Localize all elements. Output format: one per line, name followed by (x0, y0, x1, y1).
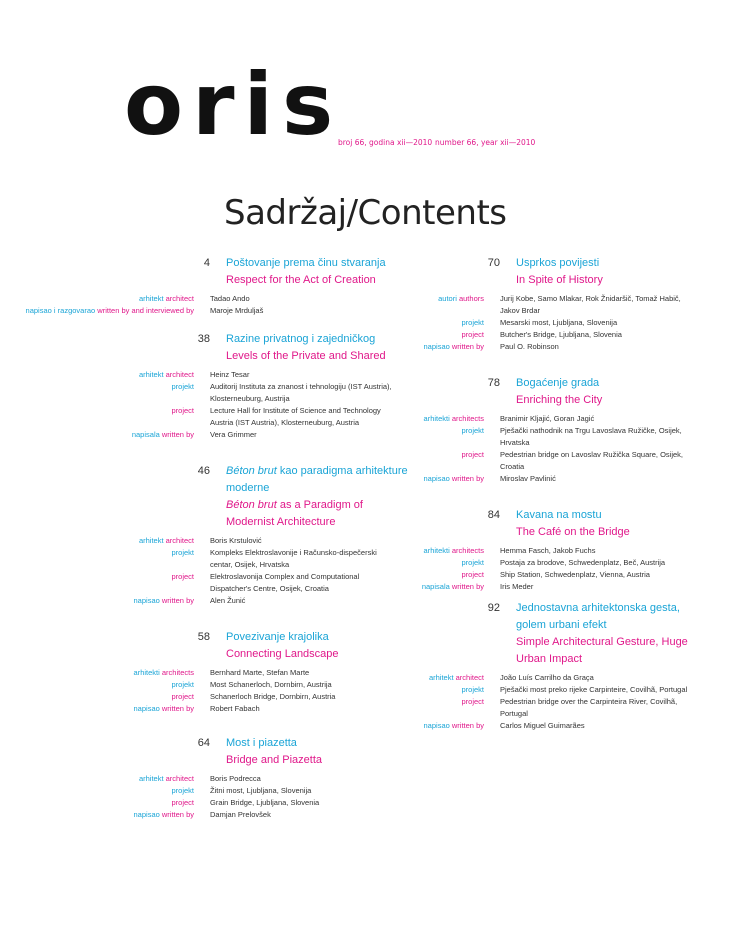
credit-value: Branimir Kljajić, Goran Jagić (500, 414, 595, 423)
credit-label-en: project (461, 450, 484, 459)
credit-label-en: project (461, 697, 484, 706)
credit-label-hr: napisao (133, 810, 160, 819)
entry-title-hr[interactable]: Most i piazetta (226, 737, 297, 749)
credit-row (0, 684, 708, 696)
credit-label-en: project (461, 570, 484, 579)
entry-header (0, 735, 414, 769)
issue-info-en: number 66, year xii—2010 (435, 138, 536, 147)
credit-value: Postaja za brodove, Schwedenplatz, Beč, Austrija (500, 558, 666, 567)
entry-title-en[interactable]: Simple Architectural Gesture, Huge Urban Impact (516, 636, 688, 665)
toc-entry[interactable] (0, 507, 708, 593)
credit-row (0, 341, 708, 353)
entry-titles (516, 600, 708, 668)
credit-row (0, 809, 414, 821)
credit-label-hr: projekt (171, 680, 194, 689)
page-number: 4 (203, 257, 210, 269)
credit-label-hr: projekt (171, 786, 194, 795)
entry-header (0, 255, 708, 289)
credit-value: Miroslav Pavlinić (500, 474, 556, 483)
entry-title-hr[interactable]: Béton brut kao paradigma arhitekture moderne (226, 465, 408, 494)
credit-row (0, 797, 414, 809)
credit-label-en: architect (165, 370, 194, 379)
entry-title-hr[interactable]: Kavana na mostu (516, 509, 602, 521)
credit-label (0, 569, 500, 581)
credit-label-en: project (171, 798, 194, 807)
credit-label-en: architects (451, 414, 484, 423)
credit-label (0, 581, 500, 593)
credit-label-hr: projekt (461, 685, 484, 694)
credit-label (0, 545, 500, 557)
credit-value: Most Schanerloch, Dornbirn, Austrija (210, 680, 332, 689)
italic-term: Béton brut (226, 465, 277, 477)
credit-value: Pješački nathodnik na Trgu Lavoslava Ružičke, Osijek, Hrvatska (500, 426, 682, 447)
credit-label (0, 341, 500, 353)
credit-label-en: written by (451, 721, 484, 730)
credit-label-en: architect (165, 774, 194, 783)
page-number: 78 (487, 377, 500, 389)
credit-label-en: written by (161, 430, 194, 439)
credit-label-hr: napisao (423, 474, 450, 483)
credit-label-hr: projekt (461, 318, 484, 327)
credit-label (0, 684, 500, 696)
entry-title-en[interactable]: In Spite of History (516, 274, 603, 286)
credit-label-hr: arhitekt (138, 774, 164, 783)
entry-title-en[interactable]: Levels of the Private and Shared (226, 350, 386, 362)
entry-title-en[interactable]: Connecting Landscape (226, 648, 339, 660)
entry-title-hr[interactable]: Bogaćenje grada (516, 377, 600, 389)
credit-value: Elektroslavonija Complex and Computational Dispatcher's Centre, Osijek, Croatia (210, 572, 360, 593)
credit-row (0, 557, 708, 569)
credit-label-hr: projekt (171, 382, 194, 391)
credit-row (0, 425, 708, 449)
entry-title-en[interactable]: Respect for the Act of Creation (226, 274, 376, 286)
credit-value: Boris Krstulović (210, 536, 262, 545)
credit-label-en: architect (165, 536, 194, 545)
credit-value: Hemma Fasch, Jakob Fuchs (500, 546, 596, 555)
credit-label-en: project (171, 406, 194, 415)
credit-label-hr: arhitekt (138, 294, 164, 303)
entry-titles (516, 507, 708, 541)
credit-value: Auditorij Instituta za znanost i tehnologiju (IST Austria), Klosterneuburg, Austrija (210, 382, 392, 403)
magazine-logo: oris (124, 55, 343, 155)
credit-label (0, 473, 500, 485)
toc-entry[interactable] (0, 735, 414, 821)
credit-row (0, 785, 414, 797)
page-number: 84 (487, 509, 500, 521)
credit-label-hr: projekt (171, 548, 194, 557)
credit-row (0, 773, 414, 785)
entry-title-en[interactable]: Enriching the City (516, 394, 603, 406)
credit-row (0, 473, 708, 485)
credit-label-en: architect (455, 673, 484, 682)
credit-value: Ship Station, Schwedenplatz, Vienna, Austria (500, 570, 650, 579)
credit-label (0, 293, 500, 317)
page-number: 38 (197, 333, 210, 345)
entry-title-en[interactable]: The Café on the Bridge (516, 526, 630, 538)
credit-label (0, 696, 500, 720)
credit-label-en: project (171, 692, 194, 701)
credit-value: Grain Bridge, Ljubljana, Slovenia (210, 798, 320, 807)
credit-label (0, 329, 500, 341)
credit-label (0, 672, 500, 684)
issue-info-hr: broj 66, godina xii—2010 (338, 138, 433, 147)
entry-header (0, 507, 708, 541)
credit-label-en: project (171, 572, 194, 581)
credit-label-hr: autori (438, 294, 457, 303)
credit-label-en: written by (451, 342, 484, 351)
credit-value: João Luís Carrilho da Graça (500, 673, 594, 682)
toc-entry[interactable] (0, 255, 708, 353)
credit-label-hr: arhitekti (423, 546, 450, 555)
credit-value: Tadao Ando (210, 294, 250, 303)
credit-label-en: written by (451, 582, 484, 591)
credit-label (0, 797, 210, 809)
credit-label-hr: napisao (133, 596, 160, 605)
credit-value: Vera Grimmer (210, 430, 257, 439)
page-number: 70 (487, 257, 500, 269)
entry-title-hr[interactable]: Povezivanje krajolika (226, 631, 329, 643)
credit-row (0, 293, 708, 317)
credit-row (0, 720, 708, 732)
toc-entry[interactable] (0, 375, 708, 485)
credit-value: Kompleks Elektroslavonije i Računsko-dispečerski centar, Osijek, Hrvatska (210, 548, 377, 569)
toc-entry[interactable] (0, 600, 708, 732)
credit-value: Jurij Kobe, Samo Mlakar, Rok Žnidaršič, Tomaž Habič, Jakov Brdar (500, 294, 681, 315)
credit-label-hr: napisala (131, 430, 160, 439)
credit-label-hr: napisao (423, 721, 450, 730)
credit-label-en: architect (165, 294, 194, 303)
credit-label-en: authors (458, 294, 484, 303)
credit-label (0, 720, 500, 732)
credit-row (0, 569, 708, 581)
credit-value: Heinz Tesar (210, 370, 250, 379)
entry-header (0, 375, 708, 409)
credit-value: Bernhard Marte, Stefan Marte (210, 668, 310, 677)
entry-titles (226, 735, 414, 769)
credit-row (0, 581, 708, 593)
entry-title-hr[interactable]: Jednostavna arhitektonska gesta, golem urbani efekt (516, 602, 680, 631)
credit-label (0, 449, 500, 473)
entry-title-hr[interactable]: Razine privatnog i zajedničkog (226, 333, 376, 345)
credit-label (0, 413, 500, 425)
credit-label-hr: arhitekti (423, 414, 450, 423)
credit-row (0, 449, 708, 473)
entry-title-en[interactable]: Bridge and Piazetta (226, 754, 323, 766)
credit-value: Damjan Prelovšek (210, 810, 271, 819)
credit-value: Schanerloch Bridge, Dornbirn, Austria (210, 692, 336, 701)
credit-label (0, 773, 210, 785)
credit-value: Butcher's Bridge, Ljubljana, Slovenia (500, 330, 622, 339)
credit-label-hr: napisao (133, 704, 160, 713)
credit-label-en: written by (451, 474, 484, 483)
page-number: 58 (197, 631, 210, 643)
entry-header (0, 600, 708, 668)
contents-right-column (0, 255, 708, 732)
credit-value: Alen Žunić (210, 596, 246, 605)
credit-value: Lecture Hall for Institute of Science and Technology Austria (IST Austria), Klosterneuburg, Austria (210, 406, 381, 427)
credit-value: Boris Podrecca (210, 774, 261, 783)
credit-value: Pedestrian bridge over the Carpinteira River, Covilhã, Portugal (500, 697, 678, 718)
credit-label-hr: arhitekt (428, 673, 454, 682)
entry-titles (516, 255, 708, 289)
page-title: Sadržaj/Contents (224, 193, 507, 233)
credit-label-hr: napisao i razgovarao (25, 306, 96, 315)
credit-label-hr: napisao (423, 342, 450, 351)
credit-value: Paul O. Robinson (500, 342, 559, 351)
italic-term: Béton brut (226, 499, 277, 511)
credit-label-hr: projekt (461, 426, 484, 435)
credit-value: Carlos Miguel Guimarães (500, 721, 585, 730)
credit-label-hr: arhitekt (138, 370, 164, 379)
credit-label-en: architects (451, 546, 484, 555)
credit-row (0, 696, 708, 720)
credit-label-en: written by (161, 704, 194, 713)
credit-label-en: written by (161, 596, 194, 605)
credit-value: Mesarski most, Ljubljana, Slovenija (500, 318, 618, 327)
entry-title-hr[interactable]: Usprkos povijesti (516, 257, 600, 269)
page-number: 92 (487, 602, 500, 614)
credit-label (0, 425, 500, 449)
credit-row (0, 672, 708, 684)
credit-label-hr: arhitekti (133, 668, 160, 677)
credit-row (0, 545, 708, 557)
credit-value: Pješački most preko rijeke Carpinteire, Covilhã, Portugal (500, 685, 688, 694)
credit-value: Robert Fabach (210, 704, 260, 713)
credit-row (0, 329, 708, 341)
credit-value: Pedestrian bridge on Lavoslav Ružička Square, Osijek, Croatia (500, 450, 684, 471)
credit-label-en: written by (161, 810, 194, 819)
credit-label (0, 557, 500, 569)
credit-label-en: written by and interviewed by (97, 306, 194, 315)
credit-label (0, 317, 500, 329)
credit-label-hr: arhitekt (138, 536, 164, 545)
entry-title-hr[interactable]: Poštovanje prema činu stvaranja (226, 257, 386, 269)
entry-title-en[interactable]: Béton brut as a Paradigm of Modernist Architecture (226, 499, 363, 528)
credit-label (0, 785, 210, 797)
credit-label-hr: napisala (421, 582, 450, 591)
entry-titles (516, 375, 708, 409)
page-number: 64 (197, 737, 210, 749)
credit-label-en: project (461, 330, 484, 339)
credit-label (0, 809, 210, 821)
credit-label-hr: projekt (461, 558, 484, 567)
credit-label-en: architects (161, 668, 194, 677)
credit-value: Maroje Mrduljaš (210, 306, 264, 315)
page-number: 46 (197, 465, 210, 477)
credit-value: Žitni most, Ljubljana, Slovenija (210, 786, 312, 795)
credit-row (0, 413, 708, 425)
credit-row (0, 317, 708, 329)
credit-value: Iris Meder (500, 582, 534, 591)
